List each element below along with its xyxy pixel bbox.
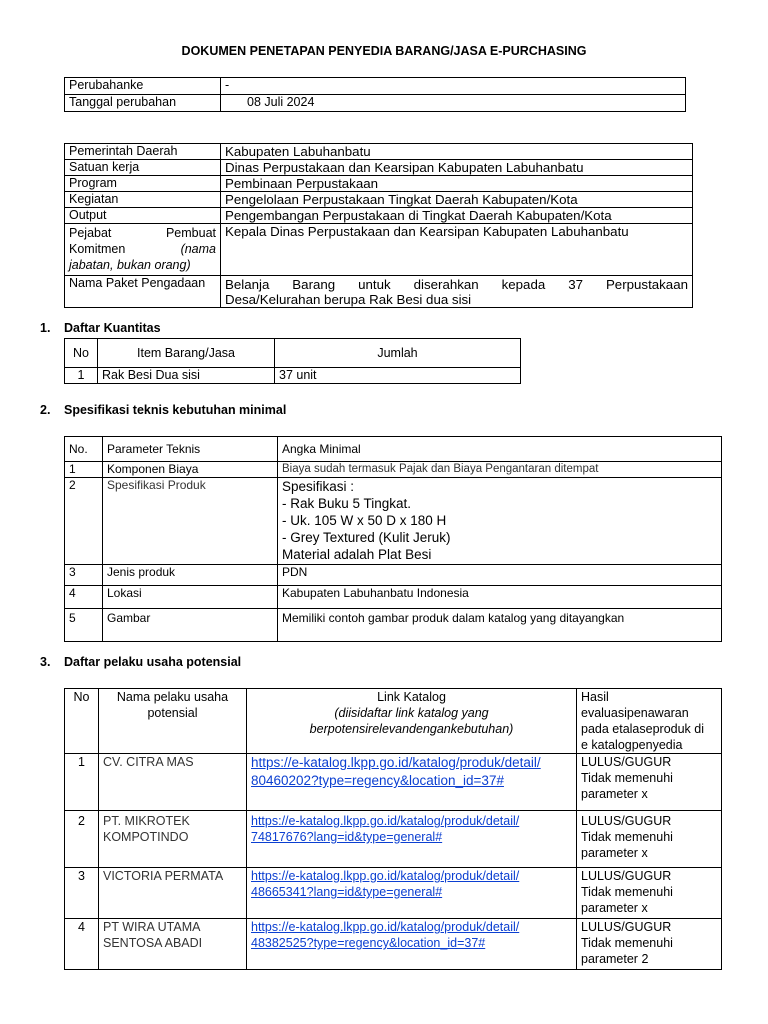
cell-value — [278, 478, 722, 565]
cell-no: 1 — [65, 368, 98, 384]
vendor-name-line: VICTORIA PERMATA — [103, 869, 224, 883]
cell-catalog-link — [247, 868, 577, 919]
cell-value: Kabupaten Labuhanbatu Indonesia — [278, 586, 722, 609]
quantity-table — [64, 338, 521, 384]
catalog-link[interactable] — [251, 869, 519, 899]
ppk-label-note: (nama — [180, 242, 216, 256]
link-line: https://e-katalog.lkpp.go.id/katalog/produk/detail/ — [251, 755, 541, 770]
column-header: Angka Minimal — [278, 437, 722, 462]
column-header — [247, 689, 577, 754]
column-header: Parameter Teknis — [103, 437, 278, 462]
info-value: Pembinaan Perpustakaan — [221, 176, 693, 192]
spec-line: - Grey Textured (Kulit Jeruk) — [282, 530, 451, 545]
eval-line: Tidak memenuhi — [581, 936, 673, 950]
cell-no: 4 — [65, 919, 99, 970]
link-line: 74817676?lang=id&type=general# — [251, 830, 443, 844]
section-heading — [40, 403, 286, 417]
column-header — [577, 689, 722, 754]
table-header-row — [65, 339, 521, 368]
revision-table — [64, 77, 686, 112]
section-heading — [40, 321, 161, 335]
info-value: Dinas Perpustakaan dan Kearsipan Kabupaten Labuhanbatu — [221, 160, 693, 176]
vendor-name-line: KOMPOTINDO — [103, 830, 189, 844]
table-header-row — [65, 689, 722, 754]
table-row — [65, 276, 693, 308]
spec-line: Spesifikasi : — [282, 479, 355, 494]
paket-label: Nama Paket Pengadaan — [65, 276, 221, 308]
section-heading — [40, 655, 241, 669]
eval-line: parameter 2 — [581, 952, 649, 966]
cell-param: Gambar — [103, 609, 278, 642]
cell-no: 4 — [65, 586, 103, 609]
column-header: No. — [65, 437, 103, 462]
info-value: Pengelolaan Perpustakaan Tingkat Daerah Kabupaten/Kota — [221, 192, 693, 208]
column-header — [99, 689, 247, 754]
cell-evaluation — [577, 868, 722, 919]
info-label: Pemerintah Daerah — [65, 144, 221, 160]
header-line: e katalogpenyedia — [581, 738, 683, 752]
link-line: 48382525?type=regency&location_id=37# — [251, 936, 486, 950]
spec-line: - Uk. 105 W x 50 D x 180 H — [282, 513, 447, 528]
cell-param: Komponen Biaya — [103, 462, 278, 478]
table-row — [65, 586, 722, 609]
cell-no: 2 — [65, 478, 103, 565]
paket-value — [221, 276, 693, 308]
cell-no: 1 — [65, 462, 103, 478]
table-row — [65, 368, 521, 384]
eval-line: Tidak memenuhi — [581, 830, 673, 844]
ppk-label-note: jabatan, bukan orang) — [69, 258, 191, 272]
cell-value: PDN — [278, 565, 722, 586]
info-label: Kegiatan — [65, 192, 221, 208]
paket-value-line: Belanja Barang untuk diserahkan kepada 37 Perpustakaan — [225, 277, 688, 292]
table-header-row — [65, 437, 722, 462]
catalog-link[interactable] — [251, 814, 519, 844]
vendor-name-line: PT WIRA UTAMA — [103, 920, 201, 934]
catalog-link[interactable] — [251, 755, 541, 788]
table-row — [65, 208, 693, 224]
eval-line: LULUS/GUGUR — [581, 814, 672, 828]
ppk-label-word: Komitmen — [69, 242, 126, 256]
table-row — [65, 565, 722, 586]
vendor-name-line: SENTOSA ABADI — [103, 936, 203, 950]
cell-no: 5 — [65, 609, 103, 642]
section-number: 3. — [40, 655, 51, 669]
link-line: https://e-katalog.lkpp.go.id/katalog/produk/detail/ — [251, 869, 520, 883]
vendor-table — [64, 688, 722, 970]
info-table — [64, 143, 693, 308]
header-line: Nama pelaku usaha — [116, 690, 229, 704]
eval-line: Tidak memenuhi — [581, 885, 673, 899]
cell-no: 3 — [65, 868, 99, 919]
eval-line: Tidak memenuhi — [581, 771, 673, 785]
column-header: Item Barang/Jasa — [98, 339, 275, 368]
column-header: No — [65, 689, 99, 754]
header-line: (diisidaftar link katalog yang — [334, 706, 489, 720]
info-label: Satuan kerja — [65, 160, 221, 176]
table-row — [65, 176, 693, 192]
cell-param: Jenis produk — [103, 565, 278, 586]
table-row — [65, 754, 722, 811]
cell-value: Biaya sudah termasuk Pajak dan Biaya Pengantaran ditempat — [278, 462, 722, 478]
cell-vendor-name — [99, 868, 247, 919]
table-row — [65, 224, 693, 276]
cell-evaluation — [577, 754, 722, 811]
eval-line: parameter x — [581, 901, 648, 915]
cell-vendor-name — [99, 919, 247, 970]
header-line: evaluasipenawaran — [581, 706, 689, 720]
cell-no: 1 — [65, 754, 99, 811]
spec-line: - Rak Buku 5 Tingkat. — [282, 496, 412, 511]
header-line: potensial — [147, 706, 198, 720]
header-line: Link Katalog — [377, 690, 446, 704]
vendor-name-line: PT. MIKROTEK — [103, 814, 190, 828]
cell-catalog-link — [247, 754, 577, 811]
table-row — [65, 78, 686, 95]
eval-line: LULUS/GUGUR — [581, 920, 672, 934]
revision-label: Perubahanke — [65, 78, 221, 95]
table-row — [65, 609, 722, 642]
cell-evaluation — [577, 811, 722, 868]
section-number: 1. — [40, 321, 51, 335]
cell-no: 3 — [65, 565, 103, 586]
cell-catalog-link — [247, 811, 577, 868]
table-row — [65, 811, 722, 868]
cell-evaluation — [577, 919, 722, 970]
link-line: 48665341?lang=id&type=general# — [251, 885, 443, 899]
cell-param: Lokasi — [103, 586, 278, 609]
table-row — [65, 160, 693, 176]
ppk-label — [65, 224, 221, 276]
header-line: berpotensirelevandengankebutuhan) — [309, 722, 514, 736]
spec-table — [64, 436, 722, 642]
info-label: Program — [65, 176, 221, 192]
header-line: pada etalaseproduk di — [581, 722, 705, 736]
table-row — [65, 478, 722, 565]
catalog-link[interactable] — [251, 920, 519, 950]
ppk-label-word: Pejabat — [69, 226, 112, 240]
eval-line: LULUS/GUGUR — [581, 869, 672, 883]
spec-line: Material adalah Plat Besi — [282, 547, 432, 562]
table-row — [65, 868, 722, 919]
revision-value: - — [221, 78, 686, 95]
section-title: Daftar pelaku usaha potensial — [64, 655, 242, 669]
table-row — [65, 95, 686, 112]
section-number: 2. — [40, 403, 51, 417]
cell-vendor-name — [99, 754, 247, 811]
paket-value-line: Desa/Kelurahan berupa Rak Besi dua sisi — [225, 292, 472, 307]
header-line: Hasil — [581, 690, 609, 704]
section-title: Daftar Kuantitas — [64, 321, 161, 335]
info-value: Kabupaten Labuhanbatu — [221, 144, 693, 160]
cell-vendor-name — [99, 811, 247, 868]
column-header: Jumlah — [275, 339, 521, 368]
eval-line: parameter x — [581, 787, 648, 801]
table-row — [65, 462, 722, 478]
eval-line: parameter x — [581, 846, 648, 860]
info-label: Output — [65, 208, 221, 224]
table-row — [65, 919, 722, 970]
cell-param: Spesifikasi Produk — [103, 478, 278, 565]
cell-catalog-link — [247, 919, 577, 970]
ppk-value: Kepala Dinas Perpustakaan dan Kearsipan Kabupaten Labuhanbatu — [221, 224, 693, 276]
link-line: 80460202?type=regency&location_id=37# — [251, 773, 504, 788]
cell-no: 2 — [65, 811, 99, 868]
vendor-name-line: CV. CITRA MAS — [103, 755, 194, 769]
ppk-label-word: Pembuat — [165, 226, 216, 240]
cell-value: Memiliki contoh gambar produk dalam katalog yang ditayangkan — [278, 609, 722, 642]
document-title: DOKUMEN PENETAPAN PENYEDIA BARANG/JASA E-PURCHASING — [181, 44, 587, 58]
table-row — [65, 144, 693, 160]
cell-item: Rak Besi Dua sisi — [98, 368, 275, 384]
eval-line: LULUS/GUGUR — [581, 755, 672, 769]
column-header: No — [65, 339, 98, 368]
link-line: https://e-katalog.lkpp.go.id/katalog/produk/detail/ — [251, 920, 520, 934]
cell-qty: 37 unit — [275, 368, 521, 384]
info-value: Pengembangan Perpustakaan di Tingkat Daerah Kabupaten/Kota — [221, 208, 693, 224]
revision-date-value: 08 Juli 2024 — [221, 95, 686, 112]
revision-date-label: Tanggal perubahan — [65, 95, 221, 112]
link-line: https://e-katalog.lkpp.go.id/katalog/produk/detail/ — [251, 814, 520, 828]
table-row — [65, 192, 693, 208]
section-title: Spesifikasi teknis kebutuhan minimal — [64, 403, 287, 417]
